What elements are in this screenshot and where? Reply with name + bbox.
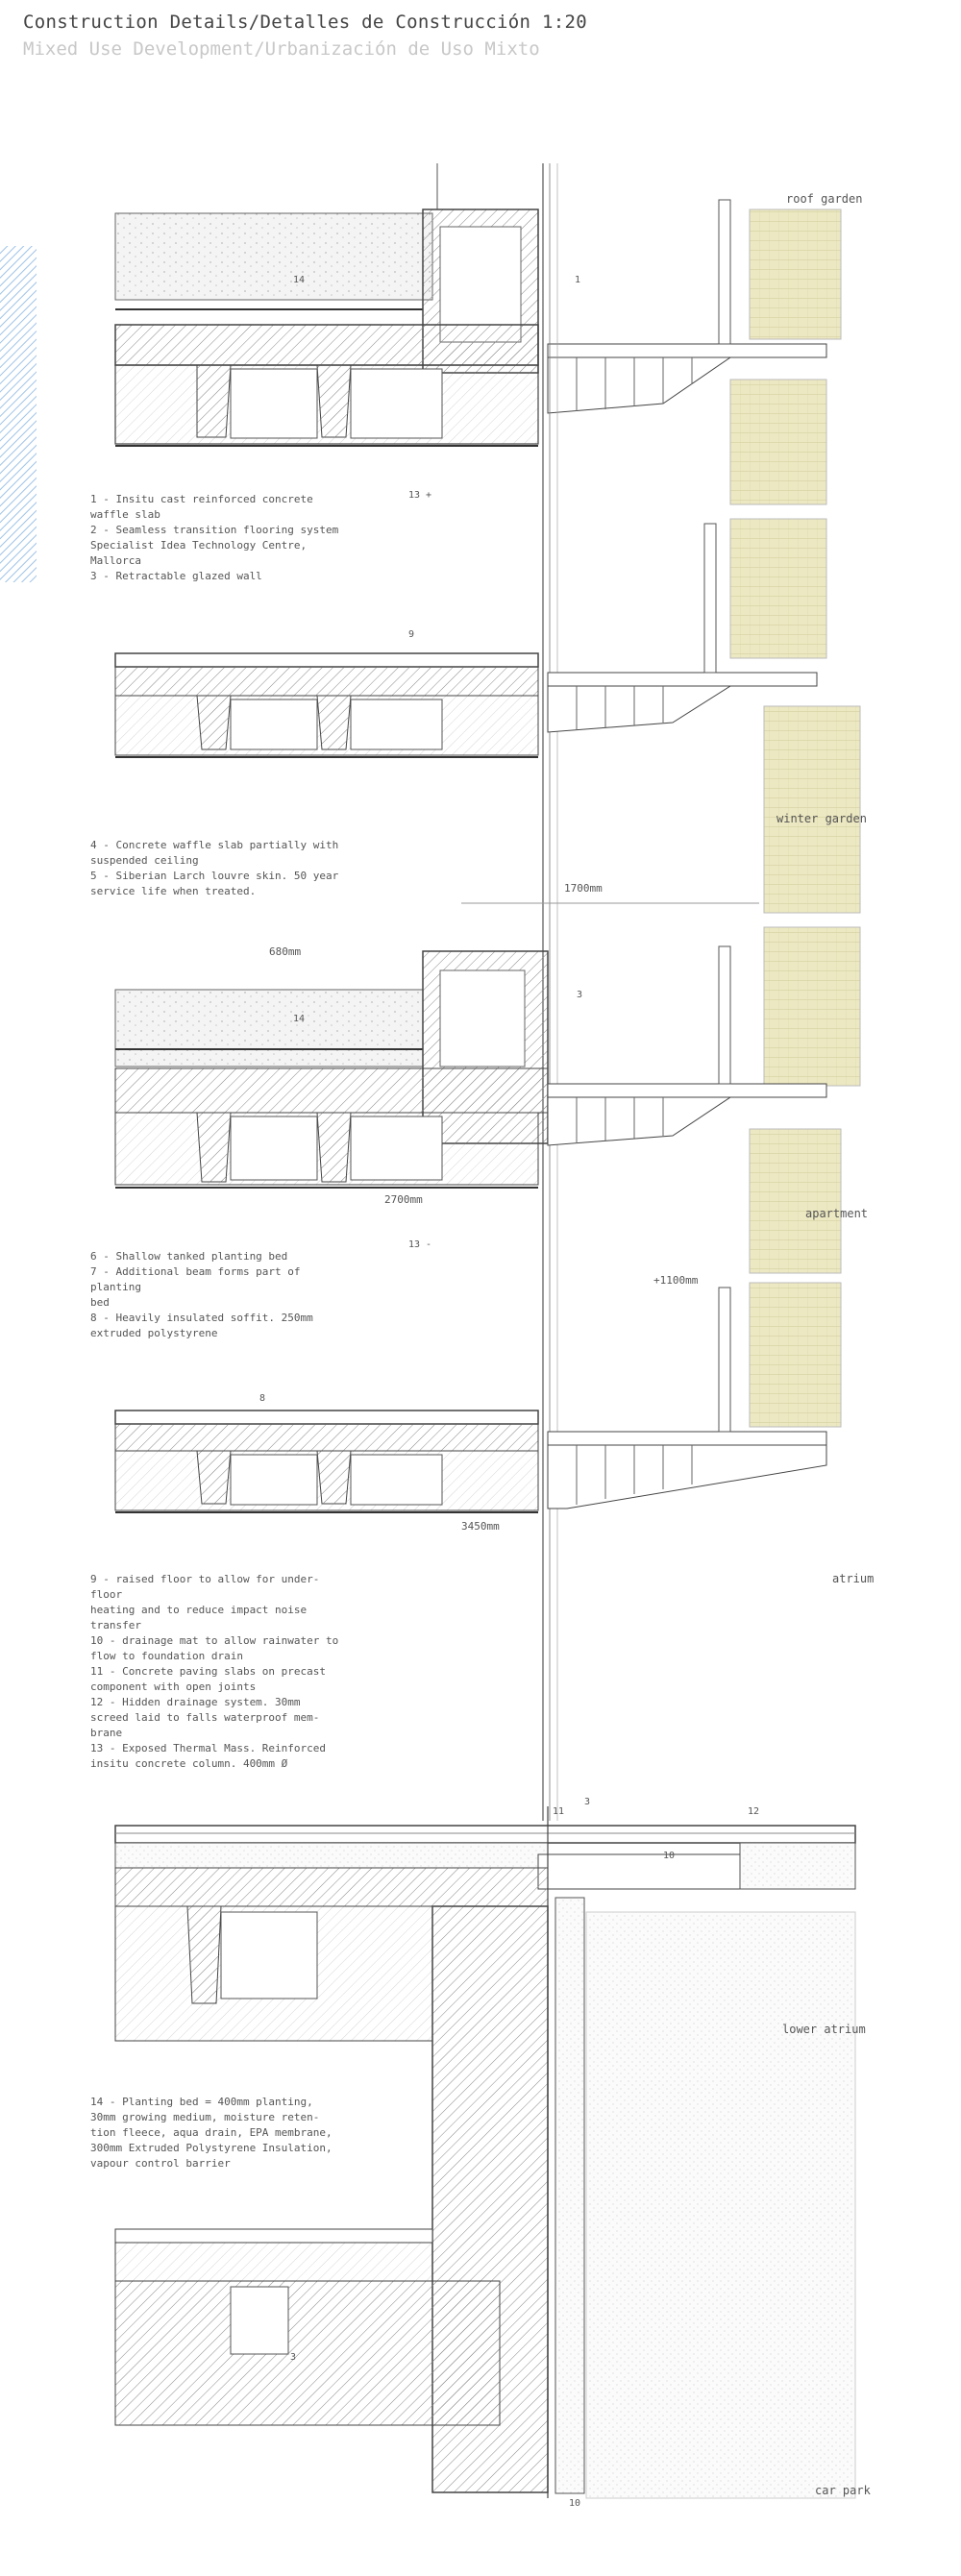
dimension-680: 680mm bbox=[269, 945, 302, 958]
note-line: vapour control barrier bbox=[90, 2157, 231, 2170]
note-line: waffle slab bbox=[90, 508, 160, 521]
note-block-1 bbox=[90, 492, 456, 584]
note-line: 300mm Extruded Polystyrene Insulation, bbox=[90, 2142, 333, 2154]
note-line: 10 - drainage mat to allow rainwater to bbox=[90, 1634, 339, 1647]
callout-13-plus: 13 + bbox=[408, 490, 432, 501]
note-line: 5 - Siberian Larch louvre skin. 50 year bbox=[90, 870, 339, 882]
callout-9: 9 bbox=[408, 629, 415, 640]
note-line: screed laid to falls waterproof mem- bbox=[90, 1711, 320, 1724]
dimension-1700: 1700mm bbox=[564, 882, 603, 895]
note-line: flow to foundation drain bbox=[90, 1650, 243, 1662]
callout-14-top: 14 bbox=[293, 275, 306, 285]
note-line: suspended ceiling bbox=[90, 854, 199, 867]
note-line: planting bbox=[90, 1281, 141, 1293]
callout-13-minus: 13 - bbox=[408, 1239, 432, 1250]
callout-10-ground: 10 bbox=[663, 1851, 676, 1861]
callout-14-mid: 14 bbox=[293, 1014, 306, 1024]
zone-label-apartment: apartment bbox=[805, 1207, 869, 1220]
note-block-4 bbox=[90, 1572, 456, 1772]
dimension-3450: 3450mm bbox=[461, 1520, 500, 1533]
note-line: 13 - Exposed Thermal Mass. Reinforced bbox=[90, 1742, 327, 1754]
note-line: brane bbox=[90, 1727, 123, 1739]
note-block-2 bbox=[90, 838, 456, 899]
note-line: 3 - Retractable glazed wall bbox=[90, 570, 262, 582]
note-line: 9 - raised floor to allow for under- bbox=[90, 1573, 320, 1585]
note-line: 30mm growing medium, moisture reten- bbox=[90, 2111, 320, 2123]
note-line: 11 - Concrete paving slabs on precast bbox=[90, 1665, 327, 1678]
note-line: component with open joints bbox=[90, 1681, 257, 1693]
note-line: transfer bbox=[90, 1619, 141, 1631]
note-line: bed bbox=[90, 1296, 110, 1309]
note-line: floor bbox=[90, 1588, 123, 1601]
zone-label-winter-garden: winter garden bbox=[776, 812, 867, 825]
dimension-2700: 2700mm bbox=[384, 1193, 423, 1206]
callout-3-ground: 3 bbox=[584, 1797, 591, 1807]
note-block-3 bbox=[90, 1249, 456, 1341]
margin-tab bbox=[0, 246, 37, 582]
zone-label-lower-atrium: lower atrium bbox=[782, 2023, 866, 2036]
note-block-5 bbox=[90, 2095, 456, 2171]
note-line: 7 - Additional beam forms part of bbox=[90, 1265, 301, 1278]
page-subtitle: Mixed Use Development/Urbanización de Uso Mixto bbox=[23, 38, 540, 60]
note-line: tion fleece, aqua drain, EPA membrane, bbox=[90, 2126, 333, 2139]
callout-10-bottom: 10 bbox=[569, 2498, 581, 2509]
note-line: service life when treated. bbox=[90, 885, 257, 897]
callout-3-mid: 3 bbox=[577, 990, 583, 1000]
note-line: 6 - Shallow tanked planting bed bbox=[90, 1250, 288, 1263]
note-line: 14 - Planting bed = 400mm planting, bbox=[90, 2096, 313, 2108]
zone-label-atrium: atrium bbox=[832, 1572, 875, 1585]
note-line: 8 - Heavily insulated soffit. 250mm bbox=[90, 1312, 313, 1324]
note-line: insitu concrete column. 400mm Ø bbox=[90, 1757, 288, 1770]
note-line: extruded polystyrene bbox=[90, 1327, 218, 1339]
callout-1: 1 bbox=[575, 275, 581, 285]
page-title: Construction Details/Detalles de Construcción 1:20 bbox=[23, 12, 587, 33]
dimension-1100: +1100mm bbox=[653, 1274, 699, 1287]
note-line: 1 - Insitu cast reinforced concrete bbox=[90, 493, 313, 505]
zone-label-car-park: car park bbox=[815, 2484, 871, 2497]
note-line: heating and to reduce impact noise bbox=[90, 1604, 308, 1616]
callout-11: 11 bbox=[553, 1806, 565, 1817]
callout-12: 12 bbox=[748, 1806, 760, 1817]
note-line: 4 - Concrete waffle slab partially with bbox=[90, 839, 339, 851]
level-roof-garden bbox=[115, 200, 826, 446]
note-line: 2 - Seamless transition flooring system bbox=[90, 524, 339, 536]
zone-label-roof-garden: roof garden bbox=[786, 192, 863, 206]
level-3-planting bbox=[115, 946, 826, 1188]
callout-8: 8 bbox=[259, 1393, 266, 1404]
note-line: 12 - Hidden drainage system. 30mm bbox=[90, 1696, 301, 1708]
note-line: Mallorca bbox=[90, 554, 141, 567]
note-line: Specialist Idea Technology Centre, bbox=[90, 539, 308, 552]
callout-3-lower: 3 bbox=[290, 2352, 297, 2363]
